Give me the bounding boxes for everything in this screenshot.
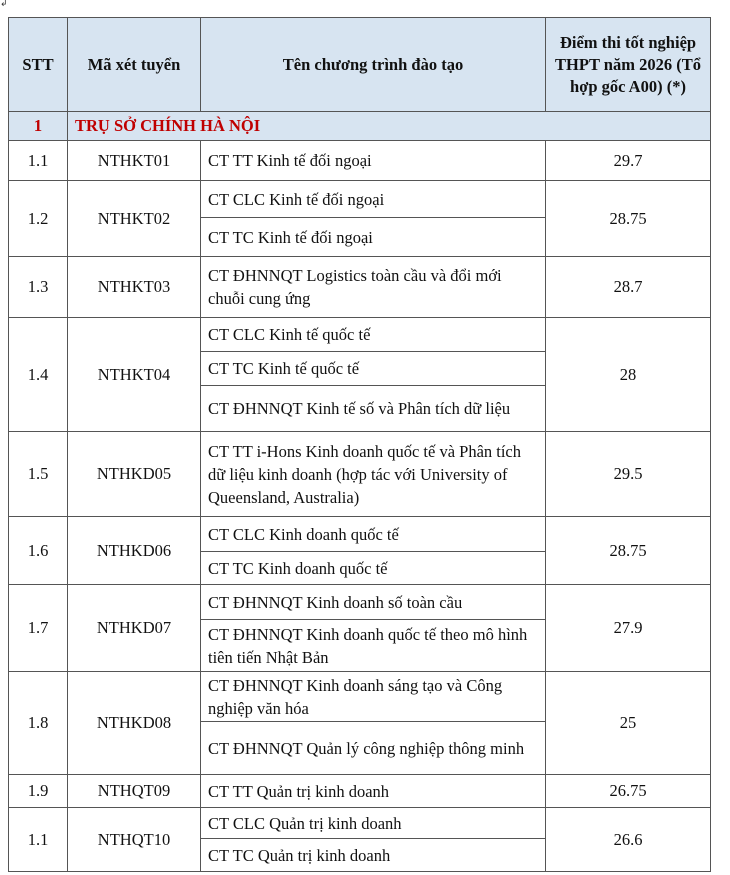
table-row	[9, 141, 711, 181]
row-code: NTHQT09	[68, 775, 201, 808]
row-program-name: CT CLC Kinh tế đối ngoại	[201, 181, 546, 218]
row-program-name: CT ĐHNNQT Kinh doanh số toàn cầu	[201, 585, 546, 620]
row-code: NTHKD06	[68, 517, 201, 585]
row-score: 26.75	[546, 775, 711, 808]
table-row	[9, 585, 711, 620]
table-row	[9, 181, 711, 218]
row-score: 28.7	[546, 257, 711, 318]
row-stt: 1.6	[9, 517, 68, 585]
table-row	[9, 775, 711, 808]
row-stt: 1.5	[9, 432, 68, 517]
row-program-name: CT TT Quản trị kinh doanh	[201, 775, 546, 808]
row-code: NTHKD08	[68, 672, 201, 775]
section-row	[9, 112, 711, 141]
row-program-name: CT ĐHNNQT Quản lý công nghiệp thông minh	[201, 722, 546, 775]
table-row	[9, 257, 711, 318]
row-code: NTHKT04	[68, 318, 201, 432]
row-score: 25	[546, 672, 711, 775]
row-program-name: CT CLC Kinh tế quốc tế	[201, 318, 546, 352]
row-program-name: CT ĐHNNQT Logistics toàn cầu và đổi mới chuỗi cung ứng	[201, 257, 546, 318]
row-program-name: CT ĐHNNQT Kinh doanh quốc tế theo mô hình tiên tiến Nhật Bản	[201, 620, 546, 672]
row-program-name: CT ĐHNNQT Kinh doanh sáng tạo và Công nghiệp văn hóa	[201, 672, 546, 722]
admission-score-table	[8, 17, 711, 872]
row-score: 26.6	[546, 808, 711, 872]
row-code: NTHKT01	[68, 141, 201, 181]
table-header-row	[9, 18, 711, 112]
row-program-name: CT TC Kinh tế quốc tế	[201, 352, 546, 386]
row-program-name: CT TC Kinh doanh quốc tế	[201, 552, 546, 585]
row-score: 28.75	[546, 181, 711, 257]
section-title: TRỤ SỞ CHÍNH HÀ NỘI	[68, 112, 711, 141]
row-code: NTHKD05	[68, 432, 201, 517]
row-code: NTHKT03	[68, 257, 201, 318]
header-score: Điểm thi tốt nghiệp THPT năm 2026 (Tổ hợp gốc A00) (*)	[546, 18, 711, 112]
row-code: NTHKT02	[68, 181, 201, 257]
table-row	[9, 432, 711, 517]
table-row	[9, 672, 711, 722]
section-number: 1	[9, 112, 68, 141]
row-stt: 1.8	[9, 672, 68, 775]
header-program: Tên chương trình đào tạo	[201, 18, 546, 112]
row-program-name: CT CLC Quản trị kinh doanh	[201, 808, 546, 839]
row-stt: 1.9	[9, 775, 68, 808]
row-program-name: CT ĐHNNQT Kinh tế số và Phân tích dữ liệu	[201, 386, 546, 432]
row-stt: 1.2	[9, 181, 68, 257]
header-code: Mã xét tuyển	[68, 18, 201, 112]
row-score: 27.9	[546, 585, 711, 672]
row-score: 29.7	[546, 141, 711, 181]
row-stt: 1.1	[9, 808, 68, 872]
row-score: 28	[546, 318, 711, 432]
row-stt: 1.4	[9, 318, 68, 432]
row-stt: 1.7	[9, 585, 68, 672]
row-code: NTHQT10	[68, 808, 201, 872]
row-stt: 1.1	[9, 141, 68, 181]
table-row	[9, 517, 711, 552]
row-program-name: CT TC Kinh tế đối ngoại	[201, 218, 546, 257]
header-stt: STT	[9, 18, 68, 112]
row-program-name: CT TT Kinh tế đối ngoại	[201, 141, 546, 181]
page-corner-mark: ↲	[0, 0, 8, 9]
table-row	[9, 318, 711, 352]
row-program-name: CT TT i-Hons Kinh doanh quốc tế và Phân tích dữ liệu kinh doanh (hợp tác với University of Queensland, Australia)	[201, 432, 546, 517]
row-program-name: CT TC Quản trị kinh doanh	[201, 839, 546, 872]
row-score: 28.75	[546, 517, 711, 585]
table-row	[9, 808, 711, 839]
row-program-name: CT CLC Kinh doanh quốc tế	[201, 517, 546, 552]
row-code: NTHKD07	[68, 585, 201, 672]
row-score: 29.5	[546, 432, 711, 517]
row-stt: 1.3	[9, 257, 68, 318]
